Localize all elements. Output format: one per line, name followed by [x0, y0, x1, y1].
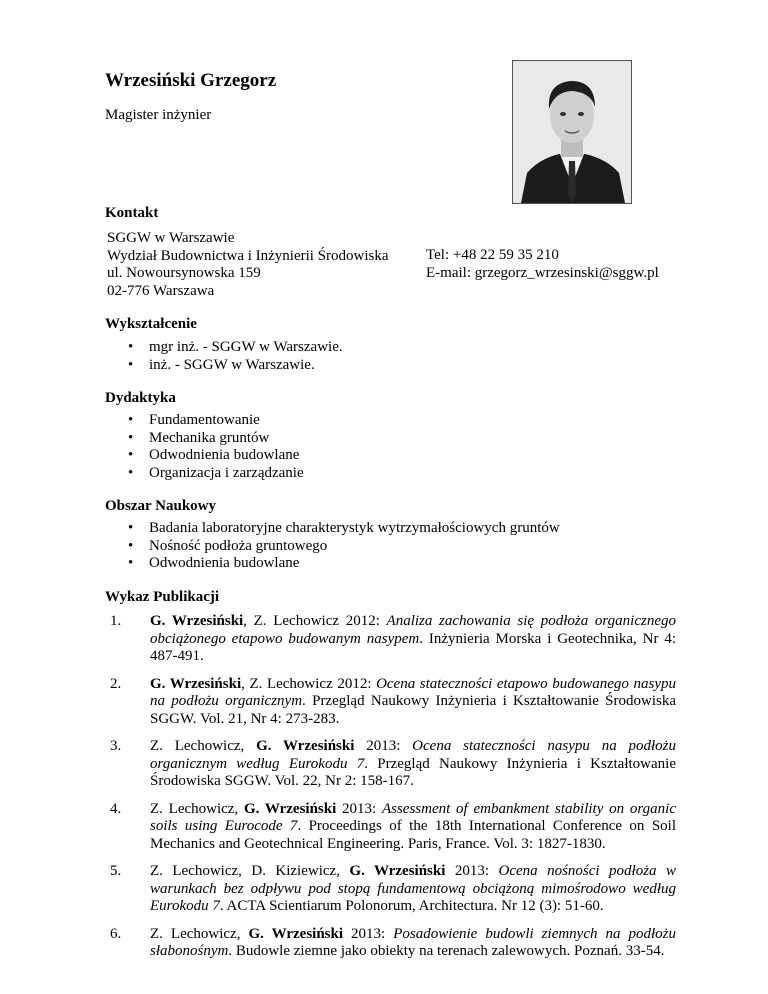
publication-source: . Przegląd Naukowy Inżynieria i Kształtowanie Środowiska SGGW. Vol. 21, Nr 4: 273-283. [150, 693, 676, 727]
author-highlight: G. Wrzesiński [150, 613, 244, 629]
address-line: SGGW w Warszawie [107, 230, 235, 246]
authors-after: 2013: [354, 738, 413, 754]
research-heading: Obszar Naukowy [105, 498, 216, 514]
list-item: • mgr inż. - SGGW w Warszawie. [128, 339, 343, 357]
authors-before: Z. Lechowicz, D. Kiziewicz, [150, 863, 350, 879]
research-list [128, 520, 560, 573]
publication-title: Ocena nośności podłoża w warunkach bez odpływu pod stopą fundamentową obciążoną mimośrodowo według Eurokodu 7 [150, 863, 676, 914]
authors-after: , Z. Lechowicz 2012: [241, 675, 377, 692]
education-heading: Wykształcenie [105, 316, 197, 332]
publication-number: 1. [110, 613, 122, 629]
authors-before: Z. Lechowicz, [150, 738, 257, 754]
teaching-heading: Dydaktyka [105, 390, 176, 406]
authors-before: Z. Lechowicz, [150, 925, 249, 942]
list-item: • Mechanika gruntów [128, 430, 304, 448]
publication-number: 6. [110, 925, 122, 942]
address-line: Wydział Budownictwa i Inżynierii Środowiska [107, 247, 389, 264]
publication-title: Assessment of embankment stability on organic soils using Eurocode 7 [150, 800, 676, 834]
person-name: Wrzesiński Grzegorz [105, 70, 277, 91]
publication-source: . ACTA Scientiarum Polonorum, Architectura. Nr 12 (3): 51-60. [219, 898, 604, 914]
publication-number: 3. [110, 738, 122, 754]
contact-details [426, 247, 659, 282]
publication-item [109, 676, 676, 729]
publication-title: Ocena stateczności etapowo budowanego nasypu na podłożu organicznym [150, 675, 676, 709]
academic-title: Magister inżynier [105, 107, 212, 123]
author-highlight: G. Wrzesiński [150, 675, 242, 692]
publication-number: 2. [110, 675, 122, 692]
contact-address [107, 230, 389, 300]
authors-after: , Z. Lechowicz 2012: [243, 613, 387, 629]
contact-heading: Kontakt [105, 205, 159, 221]
publication-title: Analiza zachowania się podłoża organicznego obciążonego etapowo budowanym nasypem [150, 613, 676, 647]
publications-heading: Wykaz Publikacji [105, 589, 220, 605]
publication-source: . Inżynieria Morska i Geotechnika, Nr 4: 487-491. [150, 630, 676, 664]
portrait-image [513, 61, 631, 203]
teaching-list [128, 412, 304, 482]
publication-source: . Przegląd Naukowy Inżynieria i Kształtowanie Środowiska SGGW. Vol. 22, Nr 2: 158-167. [150, 755, 676, 789]
publication-item [109, 738, 676, 791]
author-highlight: G. Wrzesiński [248, 925, 344, 942]
education-list [128, 339, 343, 374]
publication-item [109, 801, 676, 854]
list-item: • Nośność podłoża gruntowego [128, 538, 560, 556]
address-line: 02-776 Warszawa [107, 282, 215, 299]
publication-item [109, 926, 676, 961]
publication-item [109, 863, 676, 916]
publication-title: Ocena stateczności nasypu na podłożu organicznym według Eurokodu 7 [150, 738, 676, 772]
author-highlight: G. Wrzesiński [256, 738, 355, 754]
publications-list [109, 613, 676, 971]
author-highlight: G. Wrzesiński [243, 800, 337, 817]
portrait-photo [512, 60, 632, 204]
publication-number: 4. [110, 800, 122, 817]
publication-source: . Proceedings of the 18th International Conference on Soil Mechanics and Geotechnical Engineering. Paris, France. Vol. 3: 1827-1830. [150, 818, 676, 852]
list-item: • Organizacja i zarządzanie [128, 465, 304, 483]
authors-after: 2013: [336, 800, 382, 817]
list-item: • Odwodnienia budowlane [128, 447, 304, 465]
list-item: • inż. - SGGW w Warszawie. [128, 357, 343, 375]
authors-after: 2013: [343, 925, 394, 942]
authors-before: Z. Lechowicz, [150, 800, 244, 817]
list-item: • Badania laboratoryjne charakterystyk wytrzymałościowych gruntów [128, 520, 560, 538]
address-line: ul. Nowoursynowska 159 [107, 265, 261, 281]
publication-item [109, 613, 676, 666]
list-item: • Odwodnienia budowlane [128, 555, 560, 573]
email-address[interactable]: E-mail: grzegorz_wrzesinski@sggw.pl [426, 264, 659, 281]
phone-number: Tel: +48 22 59 35 210 [426, 247, 559, 263]
publication-number: 5. [110, 863, 122, 879]
publication-title: Posadowienie budowli ziemnych na podłożu słabonośnym [150, 925, 676, 959]
author-highlight: G. Wrzesiński [349, 863, 446, 879]
authors-after: 2013: [445, 863, 499, 879]
publication-source: . Budowle ziemne jako obiekty na terenach zalewowych. Poznań. 33-54. [228, 943, 665, 959]
list-item: • Fundamentowanie [128, 412, 304, 430]
